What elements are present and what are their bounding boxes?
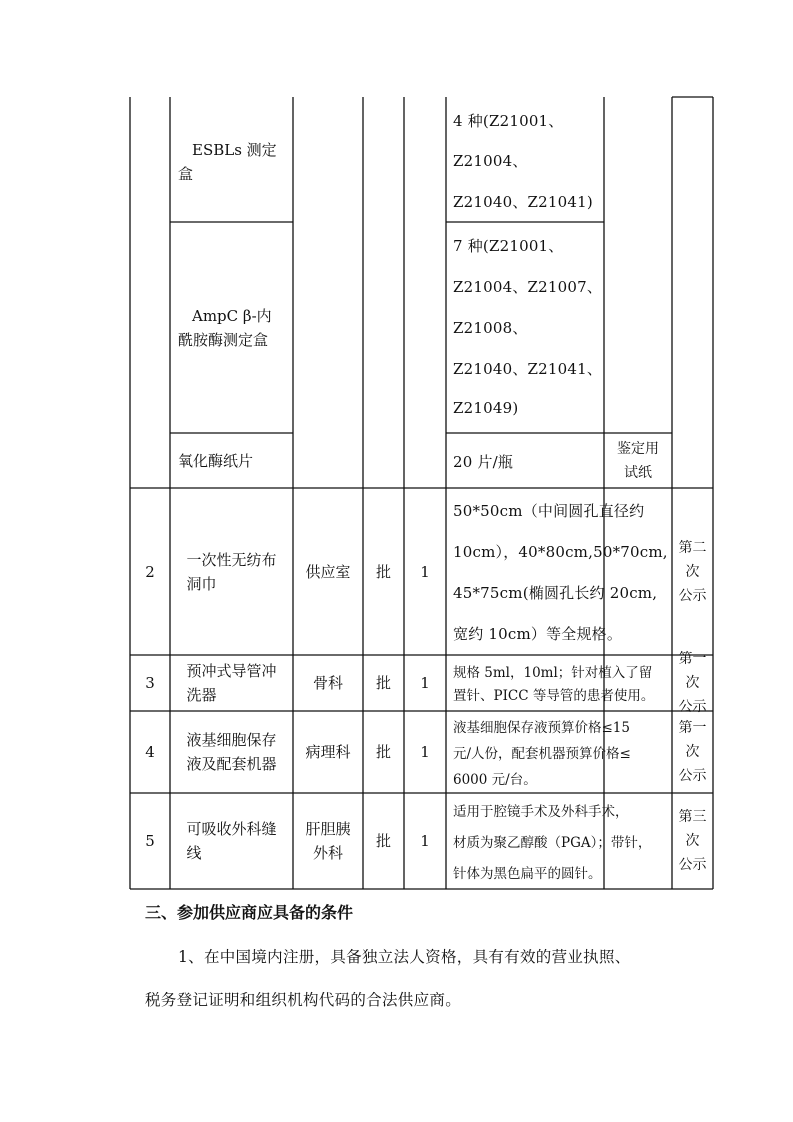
unit: 批 — [375, 832, 391, 850]
item-name-line: 酰胺酶测定盒 — [178, 331, 269, 349]
spec-line: 置针、PICC 等导管的患者使用。 — [453, 688, 655, 704]
paragraph-line: 税务登记证明和组织机构代码的合法供应商。 — [145, 991, 462, 1009]
item-name-line: 一次性无纺布 — [186, 550, 277, 569]
unit: 批 — [375, 674, 391, 692]
spec-line: 适用于腔镜手术及外科手术， — [453, 804, 629, 820]
note-line: 公示 — [678, 587, 707, 604]
item-name — [170, 793, 293, 889]
item-name — [170, 488, 293, 655]
spec-line: 10cm），40*80cm,50*70cm, — [453, 543, 668, 561]
item-name-line: ESBLs 测定 — [192, 141, 277, 159]
note-line: 第二次 — [678, 539, 707, 580]
spec-line: 45*75cm(椭圆孔长约 20cm, — [453, 584, 658, 602]
note-line: 第一次 — [678, 720, 707, 760]
note — [672, 711, 713, 793]
item-name-line: 洞巾 — [186, 574, 217, 593]
item-name-line: 氧化酶纸片 — [178, 451, 254, 470]
note-line: 第一次 — [678, 651, 707, 691]
row-number: 2 — [145, 562, 155, 581]
spec-line: 针体为黑色扁平的圆针。 — [453, 866, 602, 882]
paragraph-line: 1、在中国境内注册，具备独立法人资格，具有有效的营业执照、 — [178, 948, 631, 966]
item-name-line: 液及配套机器 — [186, 755, 277, 773]
spec-line: Z21004、Z21007、 — [453, 278, 603, 296]
item-name-line: 可吸收外科缝 — [186, 820, 277, 838]
department: 供应室 — [305, 562, 351, 581]
department-line: 外科 — [312, 844, 343, 862]
item-name-oxidase — [178, 433, 292, 488]
quantity: 1 — [420, 562, 430, 581]
item-name-line: 液基细胞保存 — [186, 731, 277, 749]
section-heading: 三、参加供应商应具备的条件 — [145, 903, 354, 922]
spec-line: Z21008、 — [453, 319, 528, 337]
spec-line: 6000 元/台。 — [453, 772, 537, 788]
item-name-line: 预冲式导管冲 — [186, 662, 277, 680]
spec-line: 宽约 10cm）等全规格。 — [453, 625, 623, 643]
quantity: 1 — [420, 743, 430, 761]
note — [672, 651, 713, 715]
item-name-line: 盒 — [178, 165, 194, 183]
spec-line: 液基细胞保存液预算价格≤15 — [453, 720, 630, 736]
spec-line: Z21004、 — [453, 152, 528, 170]
item-name — [170, 655, 293, 711]
note — [672, 488, 713, 655]
unit: 批 — [375, 562, 391, 581]
row-number: 5 — [145, 832, 155, 850]
spec-line: 材质为聚乙醇酸（PGA）；带针， — [453, 835, 652, 851]
department — [293, 793, 363, 889]
note-line: 公示 — [678, 768, 707, 784]
row-number: 3 — [145, 674, 155, 692]
item-name-esbls — [178, 120, 290, 204]
note-line: 试纸 — [624, 464, 652, 481]
spec-line: Z21049) — [453, 399, 519, 417]
spec-line: 20 片/瓶 — [453, 453, 514, 471]
item-name — [170, 711, 293, 793]
note-line: 公示 — [678, 699, 707, 715]
item-name-ampc — [178, 286, 292, 370]
spec-line: Z21040、Z21041、 — [453, 360, 603, 378]
note-line: 第三次 — [678, 809, 707, 849]
department-line: 肝胆胰 — [305, 820, 351, 838]
note-line: 鉴定用 — [617, 440, 659, 457]
department: 病理科 — [305, 743, 351, 761]
item-name-line: 线 — [186, 844, 202, 862]
department: 骨科 — [312, 674, 343, 692]
quantity: 1 — [420, 832, 430, 850]
note-line: 公示 — [678, 857, 707, 873]
spec-line: 规格 5ml，10ml；针对植入了留 — [453, 665, 653, 681]
note — [672, 793, 713, 889]
spec-line: 4 种(Z21001、 — [453, 112, 564, 130]
row-number: 4 — [145, 743, 155, 761]
unit: 批 — [375, 743, 391, 761]
spec-line: 元/人份，配套机器预算价格≤ — [453, 746, 631, 762]
item-name-line: 洗器 — [186, 686, 217, 704]
item-name-line: AmpC β-内 — [192, 307, 272, 325]
spec-line: 50*50cm（中间圆孔直径约 — [453, 502, 645, 520]
item-note-oxidase — [604, 433, 672, 488]
spec-line: Z21040、Z21041) — [453, 193, 593, 211]
quantity: 1 — [420, 674, 430, 692]
spec-line: 7 种(Z21001、 — [453, 237, 564, 255]
